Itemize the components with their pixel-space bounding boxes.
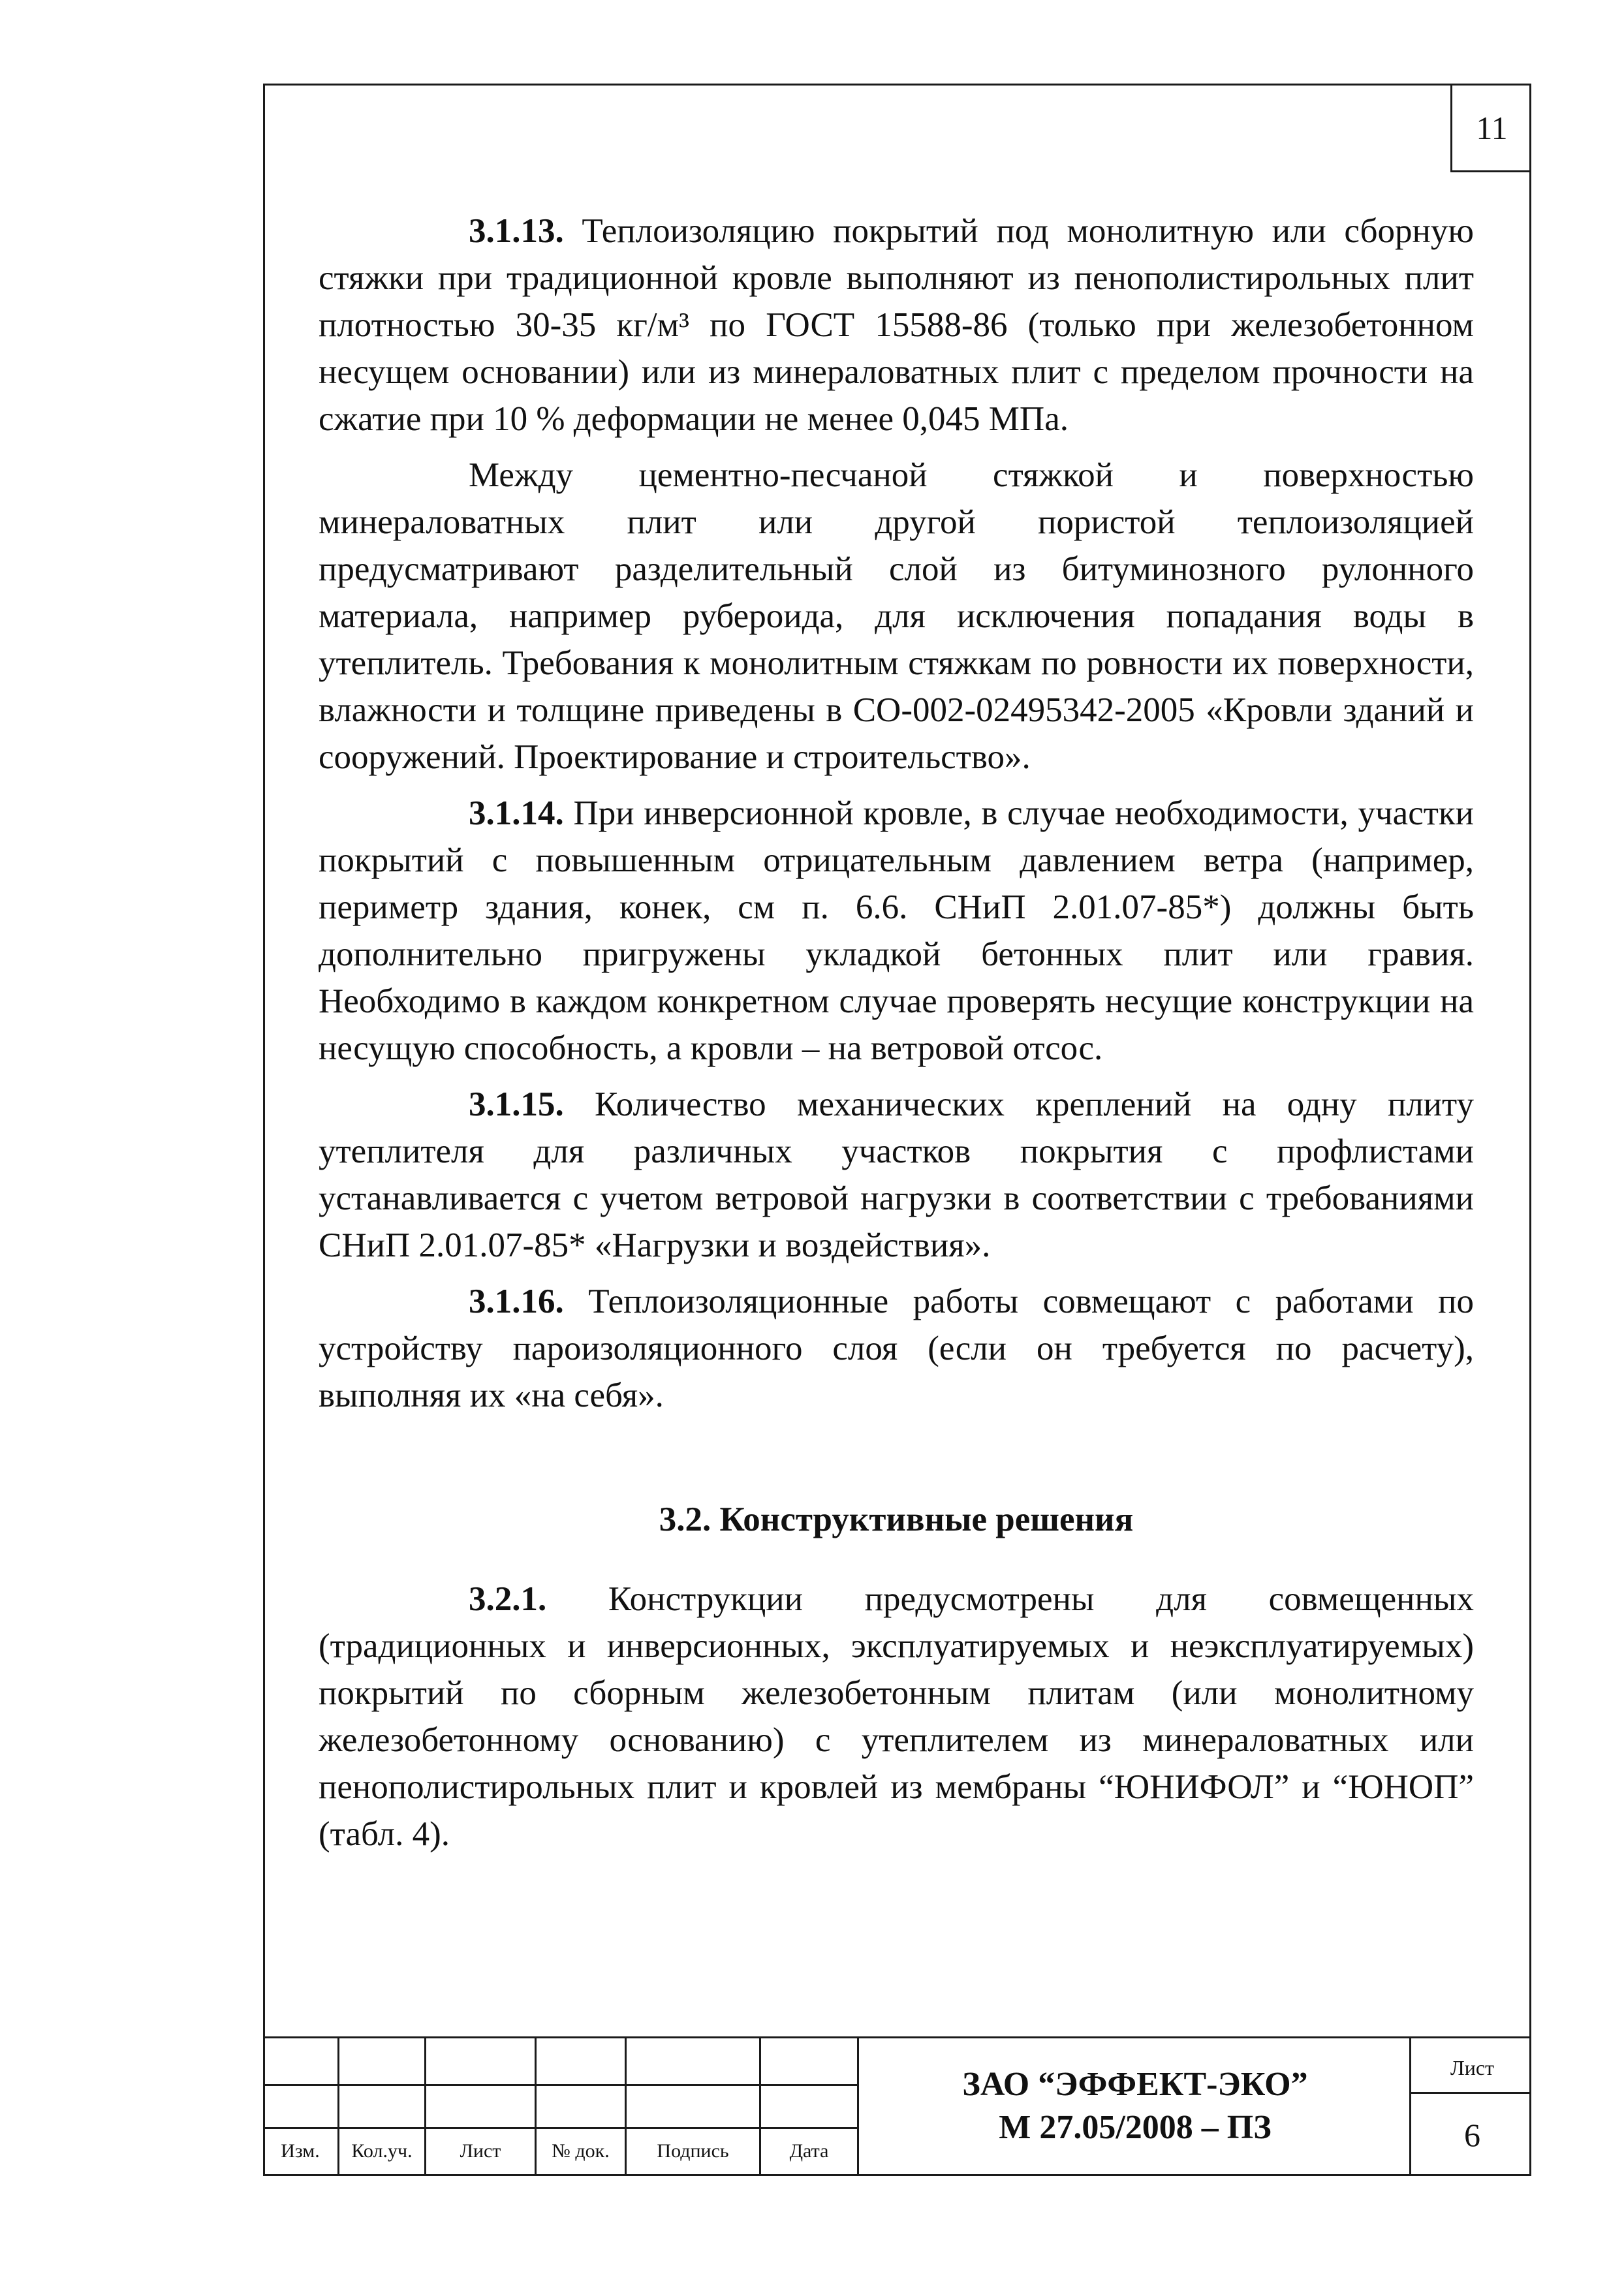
label-doc-number: № док. — [552, 2140, 610, 2162]
grid-row-line — [263, 2127, 859, 2129]
sheet-number: 6 — [1464, 2117, 1480, 2153]
paragraph-text: Теплоизоляцию покрытий под монолитную или сборную стяжки при традиционной кровле выполняют из пенополистирольных плит плотностью 30-35 кг/м³ по ГОСТ 15588-86 (только при железобетонном несущем основании) или из минераловатных плит с пределом прочности на сжатие при 10 % деформации не менее 0,045 МПа. — [319, 212, 1474, 438]
clause-number: 3.1.15. — [469, 1085, 564, 1123]
grid-row-line — [263, 2084, 859, 2086]
document-code: М 27.05/2008 – ПЗ — [999, 2109, 1272, 2146]
paragraph-screed-separation — [319, 452, 1474, 781]
label-signature: Подпись — [657, 2140, 729, 2162]
document-body — [319, 208, 1474, 1867]
clause-number: 3.1.16. — [469, 1283, 564, 1320]
grid-col-line — [857, 2036, 859, 2176]
paragraph-3-1-13 — [319, 208, 1474, 443]
paragraph-text: При инверсионной кровле, в случае необходимости, участки покрытий с повышенным отрицательным давлением ветра (например, периметр здания, конек, см п. 6.6. СНиП 2.01.07-85*) должны быть дополнительно пригружены укладкой бетонных плит или гравия. Необходимо в каждом конкретном случае проверять несущие конструкции на несущую способность, а кровли – на ветровой отсос. — [319, 794, 1474, 1067]
label-count: Кол.уч. — [351, 2140, 413, 2162]
section-title: 3.2. Конструктивные решения — [659, 1501, 1134, 1538]
sheet-label: Лист — [1450, 2056, 1494, 2079]
sheet-row-line — [1409, 2092, 1531, 2094]
title-block — [263, 2036, 1531, 2176]
label-change: Изм. — [281, 2140, 320, 2162]
organization-name: ЗАО “ЭФФЕКТ-ЭКО” — [962, 2066, 1308, 2103]
paragraph-text: Теплоизоляционные работы совмещают с работами по устройству пароизоляционного слоя (если он требуется по расчету), выполняя их «на себя». — [319, 1283, 1474, 1414]
paragraph-text: Конструкции предусмотрены для совмещенных (традиционных и инверсионных, эксплуатируемых и неэксплуатируемых) покрытий по сборным железобетонным плитам (или монолитному железобетонному основанию) с утеплителем из минераловатных или пенополистирольных плит и кровлей из мембраны “ЮНИФОЛ” и “ЮНОП” (табл. 4). — [319, 1580, 1474, 1853]
clause-number: 3.2.1. — [469, 1580, 547, 1618]
page-number: 11 — [1450, 85, 1531, 172]
paragraph-text: Между цементно-песчаной стяжкой и поверхностью минераловатных плит или другой пористой теплоизоляцией предусматривают разделительный слой из битуминозного рулонного материала, например рубероида, для исключения попадания воды в утеплитель. Требования к монолитным стяжкам по ровности их поверхности, влажности и толщине приведены в СО-002-02495342-2005 «Кровли зданий и сооружений. Проектирование и строительство». — [319, 456, 1474, 776]
paragraph-3-1-15 — [319, 1081, 1474, 1269]
paragraph-3-2-1 — [319, 1576, 1474, 1858]
paragraph-text: Количество механических креплений на одну плиту утеплителя для различных участков покрытия с профлистами устанавливается с учетом ветровой нагрузки в соответствии с требованиями СНиП 2.01.07-85* «Нагрузки и воздействия». — [319, 1085, 1474, 1264]
label-sheet: Лист — [460, 2140, 501, 2162]
paragraph-3-1-16 — [319, 1278, 1474, 1419]
label-date: Дата — [789, 2140, 829, 2162]
clause-number: 3.1.14. — [469, 794, 564, 832]
clause-number: 3.1.13. — [469, 212, 564, 250]
sheet-col-line — [1409, 2036, 1411, 2176]
paragraph-3-1-14 — [319, 790, 1474, 1072]
title-block-top-border — [263, 2036, 1531, 2038]
